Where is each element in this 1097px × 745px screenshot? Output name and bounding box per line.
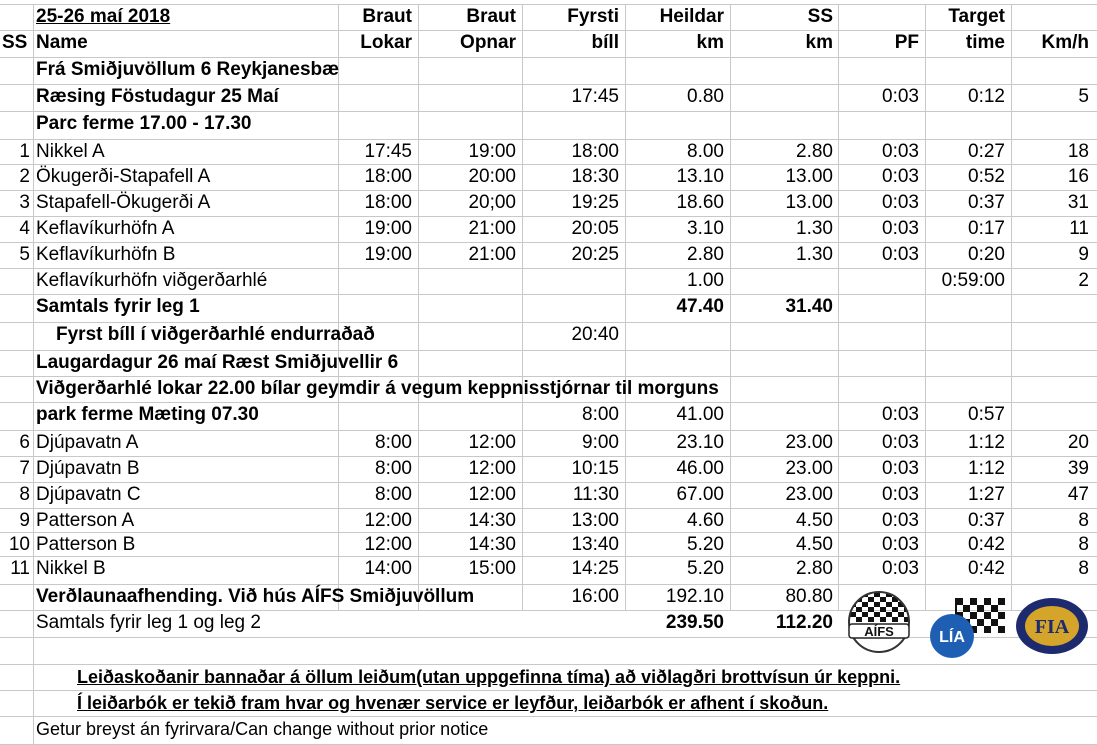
cell-kmh: 16: [1067, 166, 1089, 187]
cell-opnar: 12:00: [468, 458, 516, 479]
cell-sskm: 2.80: [796, 141, 833, 162]
aifs-logo-graphic: [846, 588, 912, 656]
col-braut-lokar-head: Braut: [362, 6, 412, 27]
cell-heildar: 41.00: [676, 404, 724, 425]
grid-vline: [33, 610, 34, 744]
aifs-logo-text: AÍFS: [864, 624, 894, 639]
stage-number: 6: [19, 432, 30, 453]
section-label: Verðlaunaafhending. Við hús AÍFS Smiðjuvöllum: [36, 586, 475, 607]
cell-kmh: 5: [1078, 86, 1089, 107]
cell-pf: 0:03: [882, 86, 919, 107]
fia-logo-text: FIA: [1034, 616, 1070, 638]
cell-heildar: 1.00: [687, 270, 724, 291]
cell-sskm: 1.30: [796, 218, 833, 239]
cell-sskm: 23.00: [785, 458, 833, 479]
cell-fyrsti: 20:25: [571, 244, 619, 265]
cell-heildar: 23.10: [676, 432, 724, 453]
stage-name: Djúpavatn A: [36, 432, 139, 453]
cell-fyrsti: 16:00: [571, 586, 619, 607]
stage-name: Stapafell-Ökugerði A: [36, 192, 211, 213]
cell-heildar: 239.50: [665, 612, 724, 633]
cell-target: 0:57: [968, 404, 1005, 425]
cell-lokar: 12:00: [364, 534, 412, 555]
cell-heildar: 13.10: [676, 166, 724, 187]
stage-name: Keflavíkurhöfn B: [36, 244, 176, 265]
cell-pf: 0:03: [882, 192, 919, 213]
grid-hline: [0, 30, 1097, 31]
stage-name: Nikkel B: [36, 558, 106, 579]
cell-kmh: 18: [1067, 141, 1089, 162]
cell-kmh: 2: [1078, 270, 1089, 291]
cell-heildar: 46.00: [676, 458, 724, 479]
cell-lokar: 14:00: [364, 558, 412, 579]
stage-number: 5: [19, 244, 30, 265]
stage-number: 4: [19, 218, 30, 239]
cell-target: 1:12: [968, 458, 1005, 479]
grid-hline: [0, 216, 1097, 217]
grid-hline: [0, 164, 1097, 165]
grid-hline: [0, 322, 1097, 323]
cell-kmh: 39: [1067, 458, 1089, 479]
stage-number: 1: [19, 141, 30, 162]
section-label: Viðgerðarhlé lokar 22.00 bílar geymdir á vegum keppnisstjórnar til morguns: [36, 378, 719, 399]
cell-heildar: 4.60: [687, 510, 724, 531]
col-braut-opnar-head: Braut: [466, 6, 516, 27]
cell-fyrsti: 13:00: [571, 510, 619, 531]
cell-pf: 0:03: [882, 458, 919, 479]
col-target-head: Target: [948, 6, 1005, 27]
col-km1-label: km: [696, 32, 724, 53]
cell-target: 1:27: [968, 484, 1005, 505]
cell-sskm: 80.80: [785, 586, 833, 607]
cell-target: 0:37: [968, 510, 1005, 531]
cell-kmh: 31: [1067, 192, 1089, 213]
cell-target: 0:20: [968, 244, 1005, 265]
grid-hline: [0, 84, 1097, 85]
note-line-2: Í leiðarbók er tekið fram hvar og hvenær service er leyfður, leiðarbók er afhent í skoðun.: [77, 693, 829, 713]
cell-sskm: 31.40: [785, 296, 833, 317]
stage-number: 2: [19, 166, 30, 187]
stage-name: Djúpavatn B: [36, 458, 140, 479]
section-label: Fyrst bíll í viðgerðarhlé endurraðað: [56, 324, 375, 345]
grid-hline: [0, 482, 1097, 483]
cell-fyrsti: 20:05: [571, 218, 619, 239]
grid-hline: [0, 532, 1097, 533]
grid-hline: [0, 190, 1097, 191]
stage-name: Ökugerði-Stapafell A: [36, 166, 211, 187]
cell-fyrsti: 14:25: [571, 558, 619, 579]
cell-pf: 0:03: [882, 510, 919, 531]
cell-pf: 0:03: [882, 244, 919, 265]
cell-heildar: 67.00: [676, 484, 724, 505]
grid-hline: [0, 690, 1097, 691]
grid-hline: [0, 556, 1097, 557]
cell-sskm: 13.00: [785, 166, 833, 187]
stage-name: Nikkel A: [36, 141, 105, 162]
cell-heildar: 0.80: [687, 86, 724, 107]
grid-hline: [0, 350, 1097, 351]
cell-lokar: 8:00: [375, 432, 412, 453]
cell-heildar: 8.00: [687, 141, 724, 162]
cell-opnar: 21:00: [468, 218, 516, 239]
cell-opnar: 12:00: [468, 484, 516, 505]
note-line-3: Getur breyst án fyrirvara/Can change without prior notice: [36, 719, 489, 739]
cell-pf: 0:03: [882, 432, 919, 453]
cell-opnar: 21:00: [468, 244, 516, 265]
cell-kmh: 8: [1078, 534, 1089, 555]
cell-fyrsti: 18:30: [571, 166, 619, 187]
grid-hline: [0, 664, 1097, 665]
col-heildar-head: Heildar: [659, 6, 724, 27]
cell-opnar: 15:00: [468, 558, 516, 579]
cell-sskm: 13.00: [785, 192, 833, 213]
grid-hline: [0, 268, 1097, 269]
section-label: Samtals fyrir leg 1: [36, 296, 200, 317]
stage-name: Keflavíkurhöfn viðgerðarhlé: [36, 270, 268, 291]
cell-sskm: 4.50: [796, 510, 833, 531]
cell-lokar: 18:00: [364, 166, 412, 187]
note-line-1: Leiðaskoðanir bannaðar á öllum leiðum(utan uppgefinna tíma) að viðlagðri brottvísun úr keppni.: [77, 667, 901, 687]
cell-sskm: 2.80: [796, 558, 833, 579]
cell-target: 1:12: [968, 432, 1005, 453]
stage-name: Keflavíkurhöfn A: [36, 218, 175, 239]
grid-hline: [0, 376, 1097, 377]
col-lokar-label: Lokar: [360, 32, 412, 53]
cell-kmh: 20: [1067, 432, 1089, 453]
col-kmh-label: Km/h: [1041, 32, 1089, 53]
cell-sskm: 4.50: [796, 534, 833, 555]
cell-pf: 0:03: [882, 141, 919, 162]
stage-number: 10: [8, 534, 30, 555]
cell-fyrsti: 10:15: [571, 458, 619, 479]
grid-hline: [0, 57, 1097, 58]
cell-lokar: 19:00: [364, 218, 412, 239]
grid-hline: [0, 430, 1097, 431]
cell-sskm: 1.30: [796, 244, 833, 265]
stage-name: Samtals fyrir leg 1 og leg 2: [36, 612, 261, 633]
col-bill-label: bíll: [591, 32, 619, 53]
col-name-label: Name: [36, 32, 88, 53]
lia-logo: [926, 592, 1006, 662]
grid-hline: [0, 111, 1097, 112]
cell-kmh: 8: [1078, 558, 1089, 579]
grid-hline: [0, 242, 1097, 243]
col-ss-label: SS: [2, 32, 28, 53]
grid-hline: [0, 508, 1097, 509]
section-label: Frá Smiðjuvöllum 6 Reykjanesbæ: [36, 59, 340, 80]
col-pf-label: PF: [894, 32, 919, 53]
cell-lokar: 8:00: [375, 458, 412, 479]
lia-logo-graphic: [926, 592, 1006, 662]
cell-lokar: 17:45: [364, 141, 412, 162]
cell-pf: 0:03: [882, 484, 919, 505]
cell-target: 0:27: [968, 141, 1005, 162]
stage-number: 9: [19, 510, 30, 531]
cell-opnar: 19:00: [468, 141, 516, 162]
grid-hline: [0, 139, 1097, 140]
fia-logo-graphic: [1014, 596, 1090, 656]
stage-name: Patterson B: [36, 534, 136, 555]
date-title: 25-26 maí 2018: [36, 6, 171, 27]
cell-target: 0:37: [968, 192, 1005, 213]
cell-target: 0:42: [968, 534, 1005, 555]
grid-vline: [33, 4, 34, 610]
grid-hline: [0, 294, 1097, 295]
fia-logo: [1014, 596, 1090, 656]
section-label: Ræsing Föstudagur 25 Maí: [36, 86, 279, 107]
cell-fyrsti: 11:30: [572, 484, 619, 505]
cell-target: 0:52: [968, 166, 1005, 187]
cell-target: 0:59:00: [941, 270, 1005, 291]
cell-fyrsti: 17:45: [571, 86, 619, 107]
cell-kmh: 8: [1078, 510, 1089, 531]
cell-pf: 0:03: [882, 558, 919, 579]
cell-fyrsti: 9:00: [582, 432, 619, 453]
grid-hline: [0, 456, 1097, 457]
cell-kmh: 47: [1067, 484, 1089, 505]
cell-fyrsti: 18:00: [571, 141, 619, 162]
cell-heildar: 192.10: [665, 586, 724, 607]
stage-number: 3: [19, 192, 30, 213]
cell-opnar: 20;00: [468, 192, 516, 213]
cell-pf: 0:03: [882, 404, 919, 425]
cell-heildar: 18.60: [676, 192, 724, 213]
section-label: Laugardagur 26 maí Ræst Smiðjuvellir 6: [36, 352, 399, 373]
cell-pf: 0:03: [882, 218, 919, 239]
cell-heildar: 47.40: [676, 296, 724, 317]
cell-sskm: 23.00: [785, 484, 833, 505]
col-opnar-label: Opnar: [460, 32, 516, 53]
cell-lokar: 8:00: [375, 484, 412, 505]
cell-fyrsti: 19:25: [571, 192, 619, 213]
cell-opnar: 14:30: [468, 534, 516, 555]
aifs-logo: [846, 588, 912, 656]
cell-opnar: 12:00: [468, 432, 516, 453]
cell-target: 0:42: [968, 558, 1005, 579]
cell-fyrsti: 8:00: [582, 404, 619, 425]
cell-fyrsti: 20:40: [571, 324, 619, 345]
col-km2-label: km: [805, 32, 833, 53]
cell-pf: 0:03: [882, 166, 919, 187]
cell-lokar: 18:00: [364, 192, 412, 213]
cell-heildar: 5.20: [687, 558, 724, 579]
stage-number: 7: [19, 458, 30, 479]
lia-logo-text: LÍA: [939, 629, 965, 646]
stage-name: Patterson A: [36, 510, 135, 531]
col-time-label: time: [965, 32, 1005, 53]
section-label: Parc ferme 17.00 - 17.30: [36, 113, 252, 134]
cell-lokar: 12:00: [364, 510, 412, 531]
cell-target: 0:12: [968, 86, 1005, 107]
grid-hline: [0, 4, 1097, 5]
cell-opnar: 20:00: [468, 166, 516, 187]
cell-pf: 0:03: [882, 534, 919, 555]
stage-number: 8: [19, 484, 30, 505]
cell-heildar: 2.80: [687, 244, 724, 265]
cell-heildar: 3.10: [687, 218, 724, 239]
grid-hline: [0, 584, 1097, 585]
cell-target: 0:17: [968, 218, 1005, 239]
cell-lokar: 19:00: [364, 244, 412, 265]
cell-fyrsti: 13:40: [571, 534, 619, 555]
cell-kmh: 11: [1069, 218, 1089, 239]
section-label: park ferme Mæting 07.30: [36, 404, 259, 425]
cell-heildar: 5.20: [687, 534, 724, 555]
grid-hline: [0, 716, 1097, 717]
cell-sskm: 112.20: [775, 612, 833, 633]
col-fyrsti-head: Fyrsti: [567, 6, 619, 27]
cell-opnar: 14:30: [468, 510, 516, 531]
cell-sskm: 23.00: [785, 432, 833, 453]
grid-hline: [0, 402, 1097, 403]
stage-name: Djúpavatn C: [36, 484, 141, 505]
col-ss-head: SS: [807, 6, 833, 27]
cell-kmh: 9: [1078, 244, 1089, 265]
stage-number: 11: [10, 558, 30, 579]
